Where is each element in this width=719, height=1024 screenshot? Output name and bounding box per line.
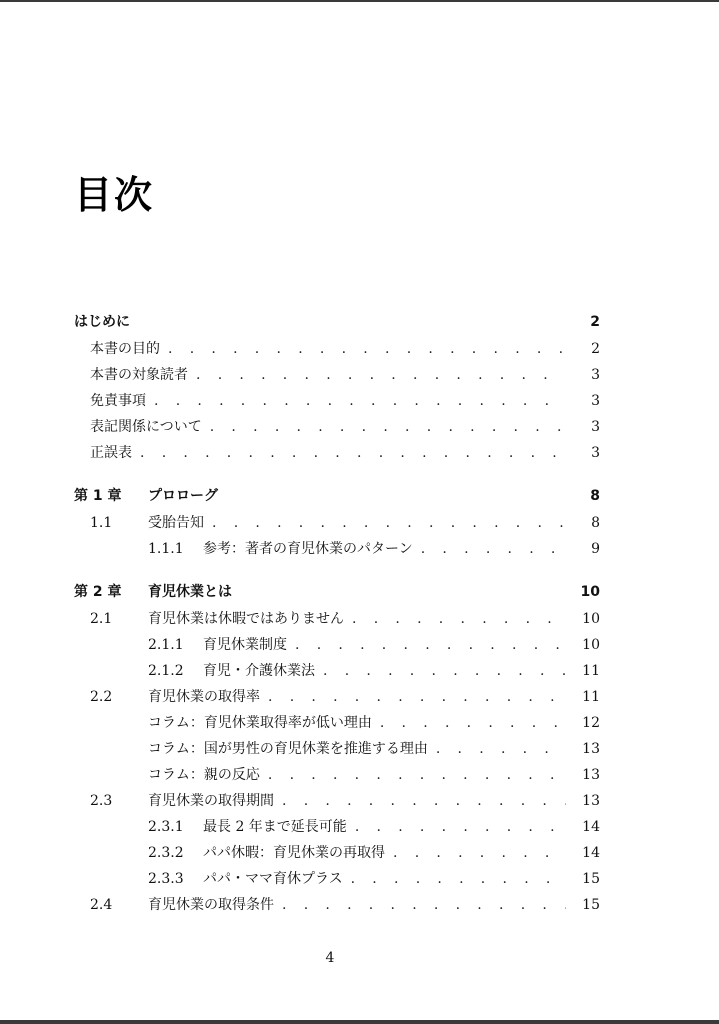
toc-subsection[interactable] [148,538,600,560]
toc-column-entry[interactable] [148,764,600,786]
toc-subsection[interactable] [148,842,600,864]
toc-dot-leader [282,790,566,812]
toc-section-number: 2.4 [90,897,113,913]
toc-subsection[interactable] [148,816,600,838]
toc-dot-leader [268,686,566,708]
toc-section-number: 2.2 [90,689,113,705]
toc-section-number: 2.3 [90,793,113,809]
toc-page-number: 8 [590,488,600,504]
toc-page-number: 13 [582,741,600,757]
toc-dot-leader [295,634,566,656]
toc-page-number: 2 [590,314,600,330]
toc-entry[interactable] [90,416,600,438]
toc-chapter-number: 第 2 章 [74,584,122,600]
toc-page-number: 15 [582,871,600,887]
toc-entry-label: 本書の対象読者 [90,367,188,383]
toc-entry[interactable] [90,390,600,412]
toc-entry[interactable] [90,338,600,360]
toc-page-number: 11 [582,663,600,679]
toc-entry[interactable] [90,442,600,464]
toc-section[interactable] [90,608,600,630]
toc-page-number: 8 [591,515,600,531]
toc-heading-front[interactable] [74,311,600,333]
toc-page-number: 3 [591,419,600,435]
toc-chapter-1[interactable] [74,485,600,507]
toc-subsection-number: 2.1.1 [148,637,184,653]
toc-page-number: 2 [591,341,600,357]
toc-dot-leader [323,660,566,682]
toc-page-number: 11 [582,689,600,705]
toc-section-label: 育児休業の取得率 [148,689,260,705]
toc-subsection-number: 2.3.3 [148,871,184,887]
toc-dot-leader [212,512,566,534]
toc-dot-leader [393,842,566,864]
toc-section-label: 育児休業の取得期間 [148,793,274,809]
toc-subsection[interactable] [148,660,600,682]
toc-page-number: 10 [582,611,600,627]
toc-dot-leader [436,738,566,760]
toc-subsection-label: 最長 2 年まで延長可能 [203,819,347,835]
toc-page-number: 3 [591,393,600,409]
toc-page-number: 14 [582,819,600,835]
toc-section-label: 育児休業は休暇ではありません [148,611,344,627]
toc-chapter-2[interactable] [74,581,600,603]
toc-subsection-label: パパ休暇：育児休業の再取得 [203,845,385,861]
toc-subsection-label: 参考：著者の育児休業のパターン [203,541,413,557]
toc-subsection[interactable] [148,634,600,656]
toc-dot-leader [196,364,566,386]
toc-chapter-label: 育児休業とは [148,584,232,600]
toc-column-label: コラム：親の反応 [148,767,260,783]
toc-dot-leader [154,390,566,412]
toc-entry-label: 正誤表 [90,445,132,461]
toc-subsection-label: パパ・ママ育休プラス [203,871,343,887]
toc-dot-leader [355,816,566,838]
toc-column-label: コラム：国が男性の育児休業を推進する理由 [148,741,428,757]
toc-entry-label: 表記関係について [90,419,202,435]
toc-page-number: 9 [591,541,600,557]
toc-heading-label: はじめに [74,314,130,330]
toc-page-number: 10 [580,584,600,600]
toc-subsection[interactable] [148,868,600,890]
toc-entry-label: 本書の目的 [90,341,160,357]
toc-chapter-number: 第 1 章 [74,488,122,504]
toc-section-label: 育児休業の取得条件 [148,897,274,913]
toc-section[interactable] [90,686,600,708]
toc-dot-leader [210,416,566,438]
toc-page-number: 10 [582,637,600,653]
toc-section[interactable] [90,512,600,534]
toc-section[interactable] [90,894,600,916]
toc-title: 目次 [74,173,155,217]
toc-column-entry[interactable] [148,712,600,734]
toc-entry[interactable] [90,364,600,386]
toc-page-number: 12 [582,715,600,731]
toc-dot-leader [421,538,566,560]
toc-column-entry[interactable] [148,738,600,760]
toc-page-number: 3 [591,367,600,383]
toc-section-number: 1.1 [90,515,113,531]
page-footer-number: 4 [325,950,335,966]
toc-dot-leader [352,608,566,630]
toc-page-number: 3 [591,445,600,461]
toc-subsection-number: 2.1.2 [148,663,184,679]
toc-subsection-label: 育児・介護休業法 [203,663,315,679]
toc-page-number: 15 [582,897,600,913]
toc-section-number: 2.1 [90,611,113,627]
toc-dot-leader [268,764,566,786]
toc-section[interactable] [90,790,600,812]
toc-section-label: 受胎告知 [148,515,204,531]
toc-dot-leader [168,338,566,360]
toc-page-number: 13 [582,793,600,809]
toc-subsection-label: 育児休業制度 [203,637,287,653]
toc-subsection-number: 2.3.2 [148,845,184,861]
toc-subsection-number: 2.3.1 [148,819,184,835]
toc-dot-leader [140,442,566,464]
toc-dot-leader [351,868,566,890]
toc-page-number: 13 [582,767,600,783]
toc-page-number: 14 [582,845,600,861]
toc-column-label: コラム：育児休業取得率が低い理由 [148,715,372,731]
toc-dot-leader [380,712,566,734]
document-page [0,2,719,1020]
toc-chapter-label: プロローグ [148,488,218,504]
toc-dot-leader [282,894,566,916]
toc-subsection-number: 1.1.1 [148,541,184,557]
toc-entry-label: 免責事項 [90,393,146,409]
